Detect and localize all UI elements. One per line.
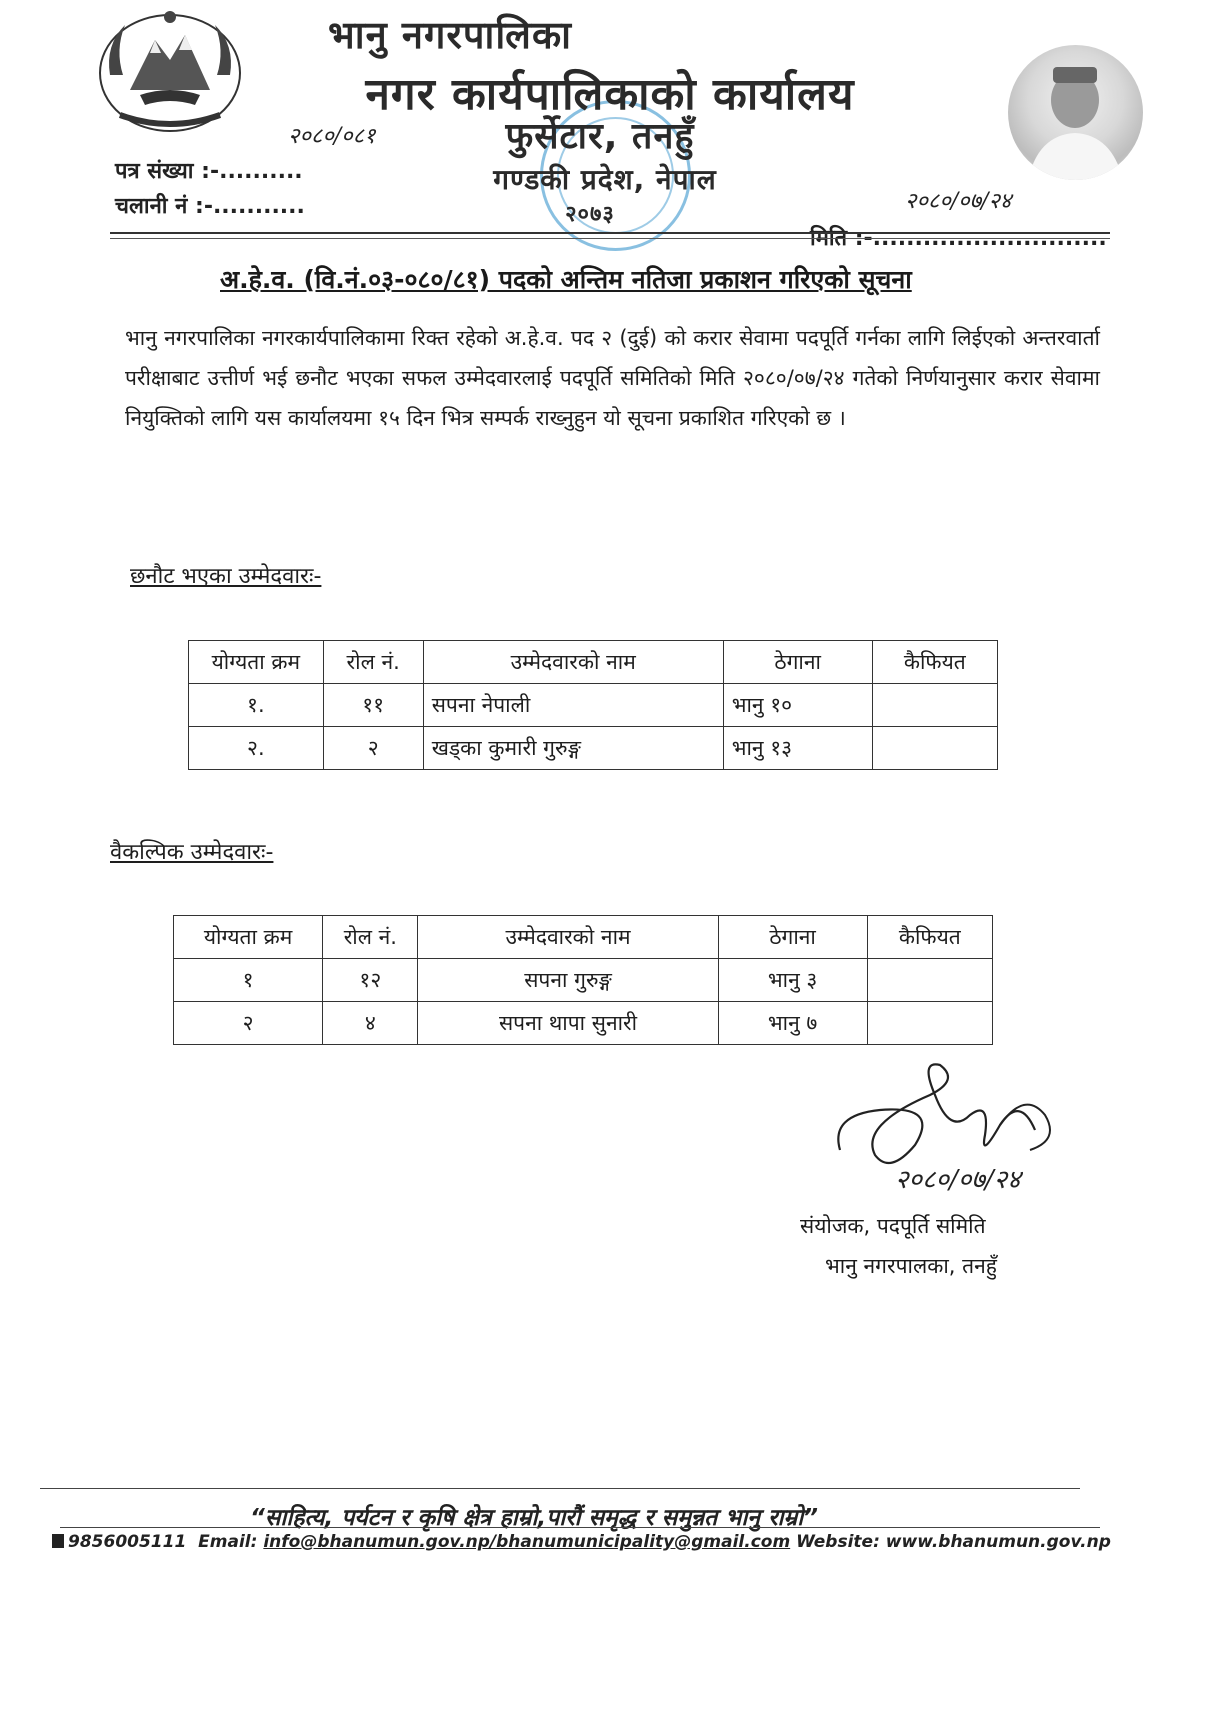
candidate-address: भानु ३ <box>718 959 867 1002</box>
header-divider-thin <box>110 238 1110 239</box>
notice-body: भानु नगरपालिका नगरकार्यपालिकामा रिक्त रहेको अ.हे.व. पद २ (दुई) को करार सेवामा पदपूर्ति गर्नका लागि लिईएको अन्तरवार्ता परीक्षाबाट उत्तीर्ण भई छनौट भएका सफल उम्मेदवारलाई पदपूर्ति समितिको मिति २०८०/०७/२४ गतेको निर्णयानुसार करार सेवामा नियुक्तिको लागि यस कार्यालयमा १५ दिन भित्र सम्पर्क राख्नुहुन यो सूचना प्रकाशित गरिएको छ । <box>125 326 1100 430</box>
candidate-name: सपना थापा सुनारी <box>418 1002 718 1045</box>
roll-number: ४ <box>323 1002 418 1045</box>
signer-role: संयोजक, पदपूर्ति समिति <box>800 1214 986 1238</box>
roll-number: २ <box>323 727 423 770</box>
candidate-address: भानु ७ <box>718 1002 867 1045</box>
candidate-address: भानु १३ <box>723 727 872 770</box>
table-row <box>174 959 993 1002</box>
remarks <box>867 1002 992 1045</box>
column-header: ठेगाना <box>718 916 867 959</box>
column-header: योग्यता क्रम <box>189 641 324 684</box>
column-header: रोल नं. <box>323 641 423 684</box>
date-handwritten: २०८०/०७/२४ <box>905 189 1012 214</box>
footer-phone: 9856005111 <box>68 1532 187 1552</box>
roll-number: ११ <box>323 684 423 727</box>
table-row <box>189 727 998 770</box>
footer-email-link[interactable]: info@bhanumun.gov.np/bhanumunicipality@gmail.com <box>263 1532 791 1552</box>
candidate-address: भानु १० <box>723 684 872 727</box>
column-header: रोल नं. <box>323 916 418 959</box>
signer-office: भानु नगरपालका, तनहुँ <box>825 1254 997 1278</box>
merit-rank: १ <box>174 959 323 1002</box>
signature-date: २०८०/०७/२४ <box>895 1165 1021 1195</box>
header-divider <box>110 232 1110 234</box>
table-header-row <box>174 916 993 959</box>
office-location: फुर्सेटार, तनहुँ <box>505 116 695 157</box>
remarks <box>872 727 997 770</box>
notice-title: अ.हे.व. (वि.नं.०३-०८०/८१) पदको अन्तिम नतिजा प्रकाशन गरिएको सूचना <box>220 265 912 294</box>
province-country: गण्डकी प्रदेश, नेपाल <box>493 163 717 196</box>
footer-motto: “साहित्य, पर्यटन र कृषि क्षेत्र हाम्रो,पारौं समृद्ध र समुन्नत भानु राम्रो” <box>250 1505 818 1531</box>
alternate-candidates-heading: वैकल्पिक उम्मेदवारः- <box>110 840 274 865</box>
merit-rank: १. <box>189 684 324 727</box>
footer-divider-bottom <box>60 1527 1100 1528</box>
merit-rank: २. <box>189 727 324 770</box>
portrait-photo <box>1008 45 1143 180</box>
alternate-candidates-table <box>173 915 993 1045</box>
municipality-name: भानु नगरपालिका <box>328 13 572 57</box>
fiscal-year-handwritten: २०८०/०८१ <box>288 124 376 149</box>
column-header: उम्मेदवारको नाम <box>423 641 723 684</box>
letter-number-label: पत्र संख्या :-.......... <box>115 159 303 184</box>
footer-contact <box>52 1532 1111 1552</box>
footer-website-link[interactable]: www.bhanumun.gov.np <box>885 1532 1111 1552</box>
column-header: उम्मेदवारको नाम <box>418 916 718 959</box>
candidate-name: सपना नेपाली <box>423 684 723 727</box>
column-header: ठेगाना <box>723 641 872 684</box>
footer-website-label: Website: <box>796 1532 880 1552</box>
merit-rank: २ <box>174 1002 323 1045</box>
phone-icon <box>52 1534 64 1548</box>
candidate-name: सपना गुरुङ्ग <box>418 959 718 1002</box>
selected-candidates-heading: छनौट भएका उम्मेदवारः- <box>130 564 322 589</box>
candidate-name: खड्का कुमारी गुरुङ्ग <box>423 727 723 770</box>
column-header: कैफियत <box>872 641 997 684</box>
remarks <box>867 959 992 1002</box>
column-header: कैफियत <box>867 916 992 959</box>
footer-email-label: Email: <box>198 1532 258 1552</box>
roll-number: १२ <box>323 959 418 1002</box>
remarks <box>872 684 997 727</box>
column-header: योग्यता क्रम <box>174 916 323 959</box>
date-label: मिति :-............................ <box>810 226 1107 251</box>
dispatch-number-label: चलानी नं :-........... <box>115 194 305 219</box>
office-name: नगर कार्यपालिकाको कार्यालय <box>365 69 855 120</box>
table-header-row <box>189 641 998 684</box>
table-row <box>174 1002 993 1045</box>
established-year: २०७३ <box>565 202 615 227</box>
table-row <box>189 684 998 727</box>
footer-divider-top <box>40 1488 1080 1489</box>
selected-candidates-table <box>188 640 998 770</box>
